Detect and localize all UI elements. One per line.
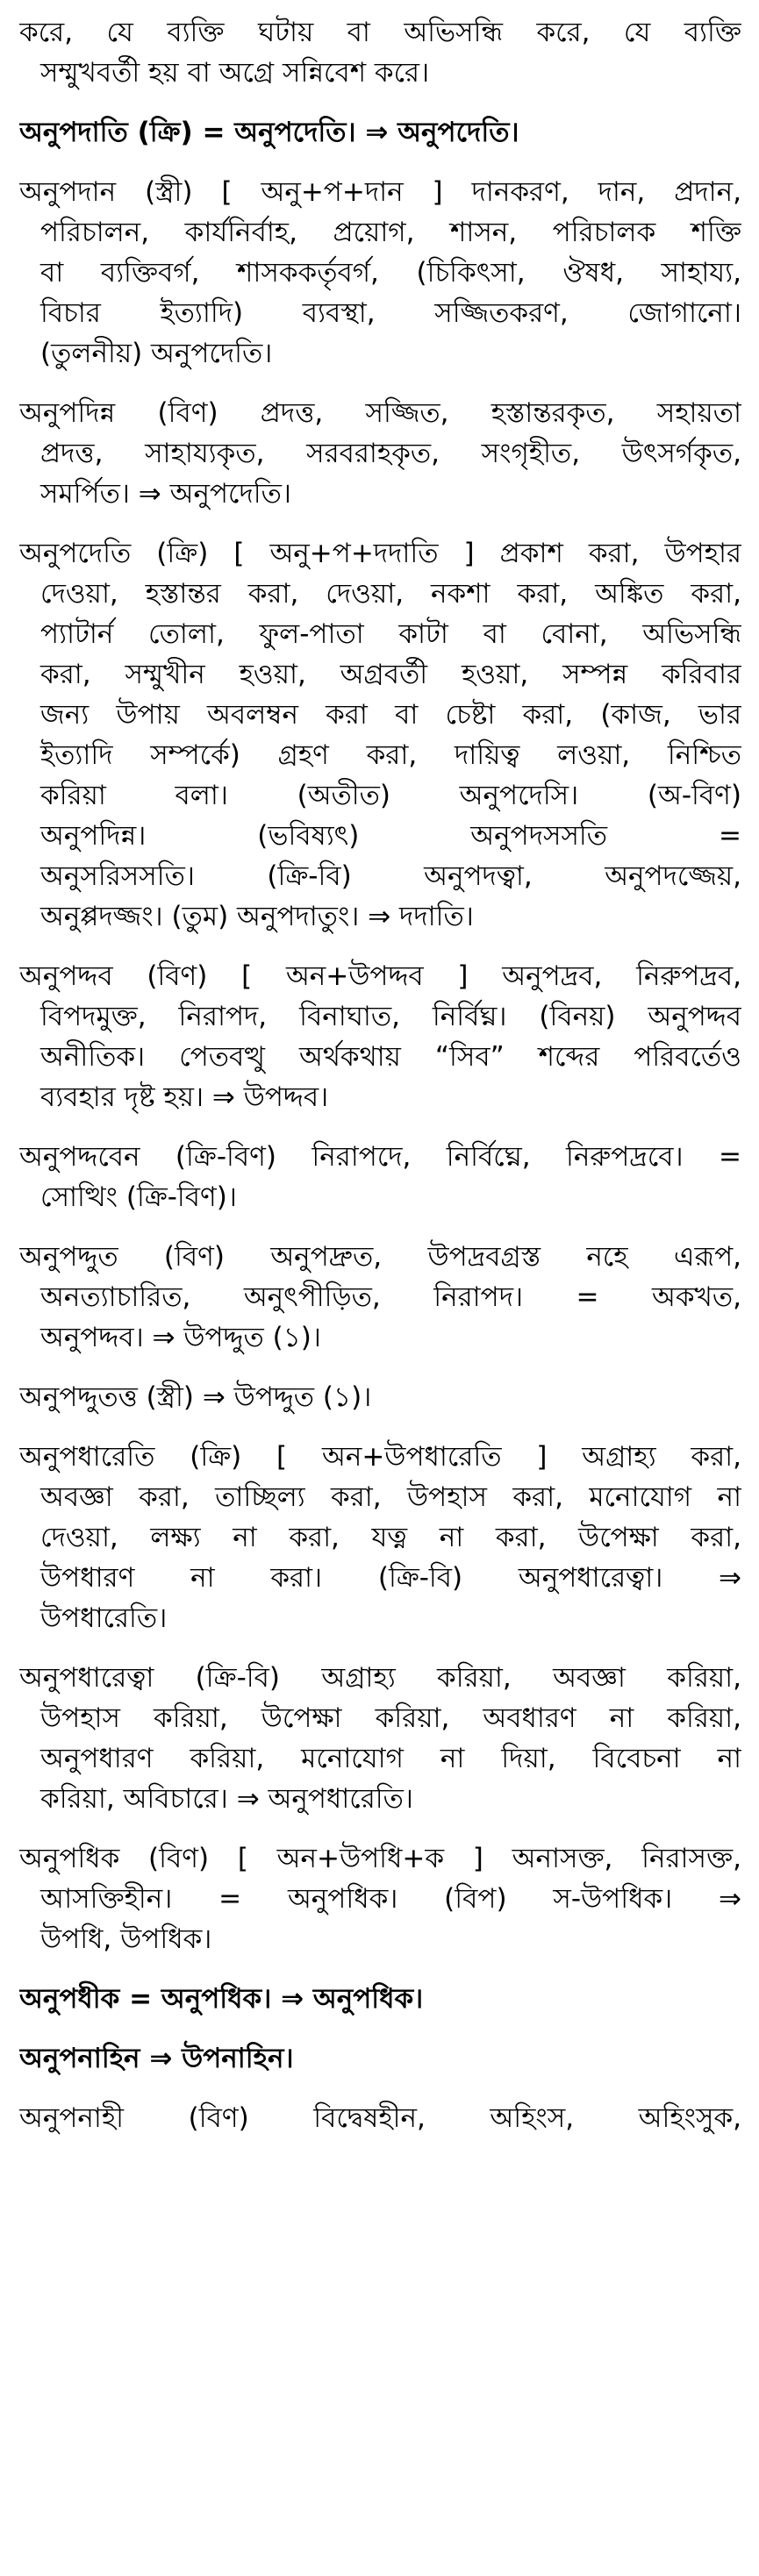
text-line: করে, যে ব্যক্তি ঘটায় বা অভিসন্ধি করে, যে ব্যক্তি — [19, 17, 741, 48]
text-line: সোত্থিং (ক্রি-বিণ)। — [40, 1181, 237, 1213]
entry-anupadana — [19, 172, 741, 374]
text-line: সম্মুখবর্তী হয় বা অগ্রে সন্নিবেশ করে। — [40, 57, 430, 89]
text-line: অনুপদ্দব। ⇒ উপদ্দুত (১)। — [40, 1322, 321, 1353]
text-line: উপধি, উপধিক। — [40, 1923, 212, 1955]
entry-anupaddut — [19, 1237, 741, 1358]
text-line: অনুপধারেতি (ক্রি) [ অন+উপধারেতি ] অগ্রাহ্য করা, — [19, 1441, 741, 1473]
text-line: (তুলনীয়) অনুপদেতি। — [40, 338, 273, 369]
text-line: অনত্যাচারিত, অনুৎপীড়িত, নিরাপদ। = অকখত, — [40, 1281, 741, 1313]
text-line: বিচার ইত্যাদি) ব্যবস্থা, সজ্জিতকরণ, জোগানো। — [40, 297, 741, 329]
text-line: উপধারণ না করা। (ক্রি-বি) অনুপধারেত্বা। ⇒ — [40, 1562, 741, 1594]
text-line: বিপদমুক্ত, নিরাপদ, বিনাঘাত, নির্বিঘ্ন। (বিনয়) অনুপদ্দব — [40, 1001, 741, 1032]
text-line: অনুপদ্দুত (বিণ) অনুপদ্রুত, উপদ্রবগ্রস্ত নহে এরূপ, — [19, 1241, 741, 1273]
text-line: অনুপ্পদজ্জং। (তুম) অনুপদাতুং। ⇒ দদাতি। — [40, 901, 474, 932]
entry-anupadhareti — [19, 1437, 741, 1638]
entry-anupadeti — [19, 533, 741, 937]
text-line: অনুপনাহিন ⇒ উপনাহিন। — [19, 2043, 294, 2074]
text-line: অনুপধীক = অনুপধিক। ⇒ অনুপধিক। — [19, 1983, 424, 2015]
entry-anupaddavena — [19, 1137, 741, 1217]
entry-anupaddava — [19, 956, 741, 1117]
text-line: উপধারেতি। — [40, 1602, 168, 1634]
text-line: বা ব্যক্তিবর্গ, শাসককর্তৃবর্গ, (চিকিৎসা, ঔষধ, সাহায্য, — [40, 257, 741, 289]
text-line: দেওয়া, হস্তান্তর করা, দেওয়া, নকশা করা, অঙ্কিত করা, — [40, 578, 741, 610]
text-line: জন্য উপায় অবলম্বন করা বা চেষ্টা করা, (কাজ, ভার — [40, 699, 741, 731]
text-line: প্যাটার্ন তোলা, ফুল-পাতা কাটা বা বোনা, অভিসন্ধি — [40, 618, 741, 650]
text-line: অনুপধারেত্বা (ক্রি-বি) অগ্রাহ্য করিয়া, অবজ্ঞা করিয়া, — [19, 1662, 741, 1694]
text-line: অবজ্ঞা করা, তাচ্ছিল্য করা, উপহাস করা, মনোযোগ না — [40, 1481, 741, 1513]
text-line: আসক্তিহীন। = অনুপধিক। (বিপ) স-উপধিক। ⇒ — [40, 1883, 741, 1915]
entry-anupadati — [19, 112, 741, 153]
text-line: অনুপনাহী (বিণ) বিদ্বেষহীন, অহিংস, অহিংসুক, — [19, 2102, 741, 2134]
entry-anupadhika — [19, 1838, 741, 1959]
entry-anupadharetva — [19, 1658, 741, 1819]
text-line: অনুসরিসসতি। (ক্রি-বি) অনুপদত্বা, অনুপদজ্জেয়, — [40, 860, 741, 892]
text-line: অনুপদিন্ন (বিণ) প্রদত্ত, সজ্জিত, হস্তান্তরকৃত, সহায়তা — [19, 397, 741, 429]
entry-anupanahin — [19, 2038, 741, 2079]
entry-anupadhika-alt — [19, 1979, 741, 2019]
text-line: অনুপধিক (বিণ) [ অন+উপধি+ক ] অনাসক্ত, নিরাসক্ত, — [19, 1843, 741, 1874]
text-line: অনুপদেতি (ক্রি) [ অনু+প+দদাতি ] প্রকাশ করা, উপহার — [19, 538, 741, 569]
text-line: সমর্পিত। ⇒ অনুপদেতি। — [40, 478, 291, 510]
text-line: অনুপদাতি (ক্রি) = অনুপদেতি। ⇒ অনুপদেতি। — [19, 117, 519, 148]
text-line: ব্যবহার দৃষ্ট হয়। ⇒ উপদ্দব। — [40, 1081, 329, 1113]
text-line: উপহাস করিয়া, উপেক্ষা করিয়া, অবধারণ না করিয়া, — [40, 1702, 741, 1734]
text-line: অনুপধারণ করিয়া, মনোযোগ না দিয়া, বিবেচনা না — [40, 1743, 741, 1774]
entry-continuation — [19, 12, 741, 93]
entry-anupadinna — [19, 393, 741, 514]
text-line: প্রদত্ত, সাহায্যকৃত, সরবরাহকৃত, সংগৃহীত, উৎসর্গকৃত, — [40, 438, 741, 469]
text-line: অনীতিক। পেতবত্থু অর্থকথায় “সিব” শব্দের পরিবর্তেও — [40, 1041, 741, 1073]
entry-anupanahi — [19, 2098, 741, 2138]
text-line: করিয়া, অবিচারে। ⇒ অনুপধারেতি। — [40, 1783, 414, 1815]
entry-anupaddutatta — [19, 1377, 741, 1417]
text-line: করিয়া বলা। (অতীত) অনুপদেসি। (অ-বিণ) — [40, 780, 741, 811]
text-line: অনুপদিন্ন। (ভবিষ্যৎ) অনুপদসসতি = — [40, 820, 741, 852]
text-line: পরিচালন, কার্যনির্বাহ, প্রয়োগ, শাসন, পরিচালক শক্তি — [40, 217, 741, 248]
text-line: অনুপদ্দুতত্ত (স্ত্রী) ⇒ উপদ্দুত (১)। — [19, 1381, 372, 1413]
text-line: করা, সম্মুখীন হওয়া, অগ্রবর্তী হওয়া, সম্পন্ন করিবার — [40, 659, 741, 690]
text-line: দেওয়া, লক্ষ্য না করা, যত্ন না করা, উপেক্ষা করা, — [40, 1522, 741, 1553]
text-line: ইত্যাদি সম্পর্কে) গ্রহণ করা, দায়িত্ব লওয়া, নিশ্চিত — [40, 739, 741, 771]
text-line: অনুপদান (স্ত্রী) [ অনু+প+দান ] দানকরণ, দান, প্রদান, — [19, 176, 741, 208]
text-line: অনুপদ্দব (বিণ) [ অন+উপদ্দব ] অনুপদ্রব, নিরুপদ্রব, — [19, 960, 741, 992]
text-line: অনুপদ্দবেন (ক্রি-বিণ) নিরাপদে, নির্বিঘ্নে, নিরুপদ্রবে। = — [19, 1141, 741, 1173]
